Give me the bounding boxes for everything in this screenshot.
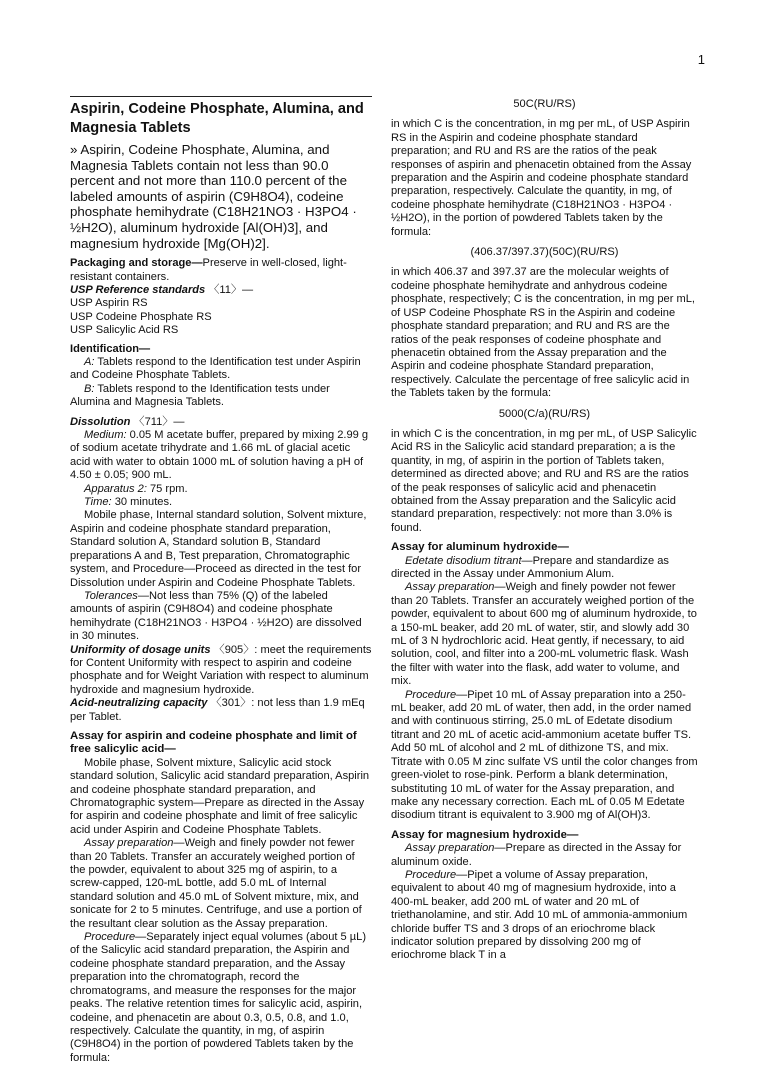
assay-preparation-label: Assay preparation— — [84, 837, 185, 850]
assay-preparation-text: Weigh and finely powder not fewer than 20 Tablets. Transfer an accurately weighed portion of the powder, equivalent to about 325 mg of aspirin, to a screw-capped, 120-mL bottle, add 5.0 mL of Internal standard solution and 45.0 mL of Solvent mixture, mix, and sonicate for 2 to 5 minutes. Centrifuge, and use a portion of the resultant clear solution as the Assay preparation. — [70, 837, 362, 930]
usp-ref-item: USP Codeine Phosphate RS — [70, 310, 212, 323]
assay-aspirin-text-3: in which 406.37 and 397.37 are the molecular weights of codeine phosphate hemihydrate and anhydrous codeine phosphate, respectively; C is the concentration, in mg per mL, of USP Codeine Phosphate RS in the Aspirin and codeine phosphate standard preparation; and RU and RS are the ratios of the peak responses of codeine phosphate and phenacetin obtained from the Assay preparation and the Aspirin and codeine phosphate Standard preparation, respectively. Calculate the percentage of free salicylic acid in the Tablets taken by the formula: — [391, 266, 696, 400]
dissolution-time — [70, 496, 372, 509]
usp-ref-heading — [70, 284, 372, 297]
procedure-label: Procedure— — [84, 931, 147, 944]
identification-a — [70, 356, 372, 383]
time-label: Time: — [84, 496, 112, 509]
document-title: Aspirin, Codeine Phosphate, Alumina, and Magnesia Tablets — [70, 96, 372, 138]
assay-aluminum-heading: Assay for aluminum hydroxide— — [391, 541, 569, 554]
aluminum-proc-label: Procedure— — [405, 688, 468, 701]
identification-heading: Identification— — [70, 342, 151, 355]
uniformity-section — [70, 644, 372, 698]
identification-a-text: Tablets respond to the Identification test under Aspirin and Codeine Phosphate Tablets. — [70, 356, 361, 382]
assay-aspirin-text-4: in which C is the concentration, in mg per mL, of USP Salicylic Acid RS in the Salicylic acid standard preparation; a is the quantity, in mg, of aspirin in the portion of Tablets taken, determined as directed above; and RU and RS are the ratios of the peak responses of salicylic acid and phenacetin obtained from the Assay preparation and the Salicylic acid standard preparation, respectively: not more than 3.0% is found. — [391, 427, 697, 534]
magnesium-proc-label: Procedure— — [405, 868, 468, 881]
magnesium-prep-text: Prepare as directed in the Assay for aluminum oxide. — [391, 842, 682, 868]
assay-aspirin-preparation — [70, 837, 372, 931]
magnesium-prep-label: Assay preparation— — [405, 842, 506, 855]
identification-b-text: Tablets respond to the Identification tests under Alumina and Magnesia Tablets. — [70, 382, 330, 409]
left-column — [70, 96, 372, 1065]
assay-aspirin-mobile-phase: Mobile phase, Solvent mixture, Salicylic acid stock standard solution, Salicylic acid standard preparation, Aspirin and codeine phosphate standard preparation, and Chromatographic system—Prepare as directed in the Assay for aspirin and codeine phosphate and limit of free salicylic acid under Aspirin and Codeine Phosphate Tablets. — [70, 756, 370, 836]
assay-magnesium-preparation — [391, 842, 698, 869]
assay-aluminum-procedure — [391, 689, 698, 823]
formula-codeine: (406.37/397.37)(50C)(RU/RS) — [470, 246, 619, 259]
assay-aspirin-text-2: in which C is the concentration, in mg per mL, of USP Aspirin RS in the Aspirin and codeine phosphate standard preparation; and RU and RS are the ratios of the peak responses of aspirin and phenacetin obtained from the Assay preparation and the Aspirin and codeine phosphate standard preparation, respectively. Calculate the quantity, in mg, of codeine phosphate hemihydrate (C18H21NO3 · H3PO4 · ½H2O), in the portion of powdered Tablets taken by the formula: — [391, 118, 692, 238]
formula-salicylic: 5000(C/a)(RU/RS) — [498, 407, 591, 420]
dissolution-ref: 〈711〉— — [130, 415, 185, 428]
packaging-label: Packaging and storage— — [70, 257, 203, 270]
uniformity-label: Uniformity of dosage units — [70, 643, 211, 656]
assay-aspirin-procedure — [70, 931, 372, 1065]
formula-aspirin: 50C(RU/RS) — [513, 98, 576, 110]
medium-label: Medium: — [84, 429, 127, 442]
medium-text: 0.05 M acetate buffer, prepared by mixing 2.99 g of sodium acetate trihydrate and 1.66 mL of glacial acetic acid with water to obtain 1000 mL of solution having a pH of 4.50 ± 0.05; 900 mL. — [70, 429, 369, 482]
uniformity-text: 〈905〉: meet the requirements for Content Uniformity with respect to aspirin and codeine phosphate and for Weight Variation with respect to aluminum hydroxide and magnesium hydroxide. — [70, 643, 372, 696]
usp-ref-number: 〈11〉— — [205, 283, 254, 296]
acid-neutralizing-section — [70, 697, 372, 724]
assay-aluminum-edetate — [391, 555, 698, 582]
tolerances-text: Not less than 75% (Q) of the labeled amounts of aspirin (C9H8O4) and codeine phosphate hemihydrate (C18H21NO3 · H3PO4 · ½H2O) are dissolved in 30 minutes. — [70, 589, 362, 643]
edetate-text: Prepare and standardize as directed in the Assay under Ammonium Alum. — [391, 554, 669, 580]
page-number: 1 — [697, 52, 705, 67]
aluminum-prep-text: Weigh and finely powder not fewer than 20 Tablets. Transfer an accurately weighed portion of the powder, equivalent to about 600 mg of aluminum hydroxide, to a 150-mL beaker, add 20 mL of water, stir, and slowly add 30 mL of 3 N hydrochloric acid. Heat gently, if necessary, to aid solution, cool, and filter into a 200-mL volumetric flask. Wash the filter with water into the flask, add water to volume, and mix. — [391, 581, 697, 688]
dissolution-heading — [70, 416, 372, 429]
apparatus-label: Apparatus 2: — [84, 482, 147, 495]
intro-paragraph: » Aspirin, Codeine Phosphate, Alumina, and Magnesia Tablets contain not less than 90.0 percent and not more than 110.0 percent of the labeled amounts of aspirin (C9H8O4), codeine phosphate hemihydrate (C18H21NO3 · H3PO4 · ½H2O), aluminum hydroxide [Al(OH)3], and magnesium hydroxide [Mg(OH)2]. — [70, 142, 357, 251]
packaging-section — [70, 257, 372, 284]
dissolution-tolerances — [70, 590, 372, 644]
assay-magnesium-procedure — [391, 869, 698, 963]
packaging-text: Preserve in well-closed, light-resistant containers. — [70, 257, 347, 283]
aluminum-prep-label: Assay preparation— — [405, 581, 506, 594]
assay-aluminum-preparation — [391, 581, 698, 688]
dissolution-label: Dissolution — [70, 415, 131, 428]
acid-neutralizing-label: Acid-neutralizing capacity — [70, 697, 208, 710]
dissolution-apparatus — [70, 483, 372, 496]
apparatus-text: 75 rpm. — [146, 482, 188, 495]
identification-b-label: B: — [84, 382, 95, 395]
magnesium-proc-text: Pipet a volume of Assay preparation, equivalent to about 40 mg of magnesium hydroxide, into a 400-mL beaker, add 200 mL of water and 20 mL of triethanolamine, and stir. Add 10 mL of ammonia-ammonium chloride buffer TS and 3 drops of an eriochrome black indicator solution prepared by dissolving 200 mg of eriochrome black T in a — [391, 868, 688, 962]
edetate-label: Edetate disodium titrant— — [405, 554, 533, 567]
procedure-text: Separately inject equal volumes (about 5 µL) of the Salicylic acid standard preparation, the Aspirin and codeine phosphate standard preparation, and the Assay preparation into the chromatograph, record the chromatograms, and measure the responses for the major peaks. The relative retention times for salicylic acid, aspirin, codeine, and phenacetin are about 0.3, 0.5, 0.8, and 1.0, respectively. Calculate the quantity, in mg, of aspirin (C9H8O4) in the portion of powdered Tablets taken by the formula: — [70, 931, 367, 1064]
acid-neutralizing-text: 〈301〉: not less than 1.9 mEq per Tablet. — [70, 697, 365, 723]
assay-magnesium-heading: Assay for magnesium hydroxide— — [391, 828, 579, 841]
aluminum-proc-text: Pipet 10 mL of Assay preparation into a 250-mL beaker, add 20 mL of water, then add, in the order named and with continuous stirring, 25.0 mL of Edetate disodium titrant and 20 mL of acetic acid-ammonium acetate buffer TS. Add 50 mL of alcohol and 2 mL of dithizone TS, and mix. Titrate with 0.05 M zinc sulfate VS until the color changes from green-violet to rose-pink. Perform a blank determination, substituting 10 mL of water for the Assay preparation, and make any necessary correction. Each mL of 0.05 M Edetate disodium titrant is equivalent to 3.900 mg of Al(OH)3. — [391, 688, 698, 822]
identification-a-label: A: — [84, 356, 95, 368]
dissolution-medium — [70, 429, 372, 483]
usp-ref-item: USP Aspirin RS — [70, 297, 148, 310]
tolerances-label: Tolerances— — [84, 589, 149, 602]
assay-aspirin-heading: Assay for aspirin and codeine phosphate and limit of free salicylic acid— — [70, 729, 357, 756]
dissolution-mobile-phase: Mobile phase, Internal standard solution, Solvent mixture, Aspirin and codeine phosphate standard preparation, Standard solution A, Standard solution B, Standard preparations A and B, Test preparation, Chromatographic system, and Procedure—Proceed as directed in the test for Dissolution under Aspirin and Codeine Phosphate Tablets. — [70, 509, 367, 589]
usp-ref-item: USP Salicylic Acid RS — [70, 324, 179, 337]
usp-ref-label: USP Reference standards — [70, 283, 206, 296]
right-column — [391, 91, 698, 963]
identification-b — [70, 383, 372, 410]
time-text: 30 minutes. — [111, 496, 173, 509]
